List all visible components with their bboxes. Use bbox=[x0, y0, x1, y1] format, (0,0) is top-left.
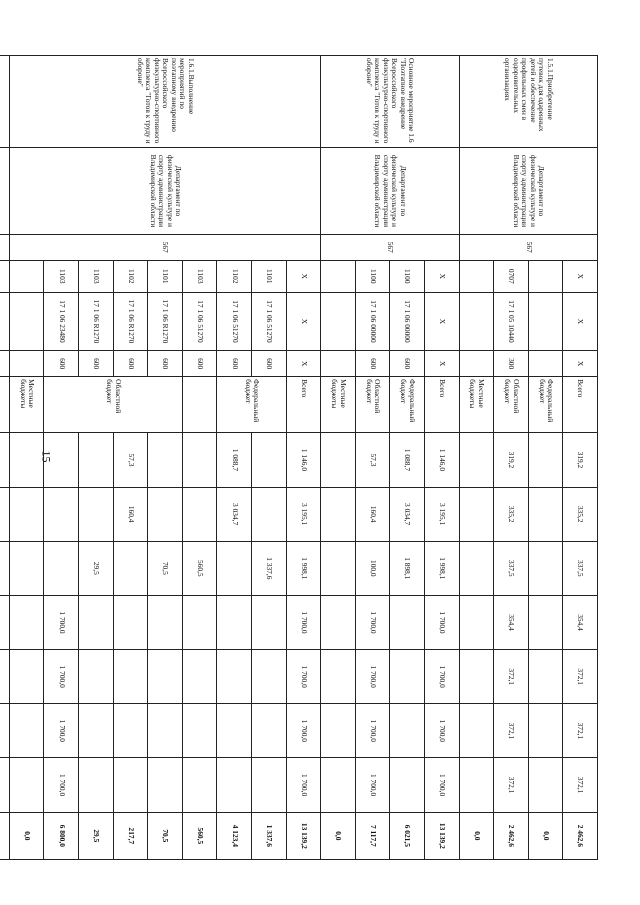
table-cell: 1 088,7 bbox=[217, 433, 252, 487]
table-cell: 1 700,0 bbox=[425, 758, 460, 812]
table-cell: 600 bbox=[79, 351, 114, 377]
table-row bbox=[0, 56, 9, 860]
cell-funding-source: Федеральный бюджет bbox=[390, 377, 425, 433]
table-cell bbox=[148, 595, 183, 649]
table-cell: 335,2 bbox=[563, 487, 598, 541]
table-cell: 1102 bbox=[217, 260, 252, 292]
cell-total: 2 462,6 bbox=[563, 812, 598, 859]
table-cell bbox=[113, 541, 148, 595]
cell-executor: Департамент по физической культуре и спорту администрации Владимирской области bbox=[459, 148, 597, 234]
table-cell: 57,3 bbox=[113, 433, 148, 487]
table-cell: X bbox=[286, 351, 321, 377]
table-cell bbox=[252, 704, 287, 758]
cell-total: 4 123,4 bbox=[217, 812, 252, 859]
table-cell bbox=[79, 704, 114, 758]
table-cell: 1 337,6 bbox=[252, 541, 287, 595]
table-cell: 1 700,0 bbox=[286, 758, 321, 812]
table-cell: 17 1 06 R1270 bbox=[79, 292, 114, 350]
table-cell bbox=[528, 541, 563, 595]
table-cell bbox=[528, 758, 563, 812]
table-cell bbox=[217, 650, 252, 704]
cell-funding-source: Местные бюджеты bbox=[321, 377, 356, 433]
table-cell: 1102 bbox=[113, 260, 148, 292]
cell-total: 2 462,6 bbox=[494, 812, 529, 859]
table-cell bbox=[79, 433, 114, 487]
table-cell bbox=[0, 487, 9, 541]
table-cell: X bbox=[563, 351, 598, 377]
table-cell: 600 bbox=[252, 351, 287, 377]
table-cell bbox=[321, 704, 356, 758]
table-cell bbox=[9, 758, 44, 812]
table-cell: 160,4 bbox=[113, 487, 148, 541]
table-cell bbox=[44, 487, 79, 541]
table-cell bbox=[321, 292, 356, 350]
table-cell: 1 700,0 bbox=[355, 758, 390, 812]
table-cell bbox=[459, 260, 494, 292]
table-cell: 1 700,0 bbox=[286, 704, 321, 758]
cell-funding-source bbox=[182, 377, 217, 433]
table-cell: 3 034,7 bbox=[217, 487, 252, 541]
cell-total: 0,0 bbox=[528, 812, 563, 859]
table-cell: 1 146,0 bbox=[425, 433, 460, 487]
table-cell: 1 998,1 bbox=[286, 541, 321, 595]
cell-executor: Департамент по физической культуре и спорту администрации Владимирской области bbox=[9, 148, 320, 234]
table-cell: 372,1 bbox=[494, 650, 529, 704]
table-cell: X bbox=[425, 351, 460, 377]
table-cell bbox=[459, 433, 494, 487]
table-cell bbox=[9, 704, 44, 758]
table-cell: 567 bbox=[459, 234, 597, 260]
table-cell bbox=[9, 595, 44, 649]
table-cell bbox=[79, 650, 114, 704]
table-cell bbox=[459, 292, 494, 350]
cell-executor bbox=[0, 148, 9, 234]
table-cell: 160,4 bbox=[355, 487, 390, 541]
table-cell: 1 700,0 bbox=[44, 758, 79, 812]
table-cell bbox=[182, 758, 217, 812]
table-cell bbox=[0, 541, 9, 595]
cell-total: 6 800,0 bbox=[44, 812, 79, 859]
table-cell: 17 1 06 00000 bbox=[355, 292, 390, 350]
table-cell bbox=[113, 758, 148, 812]
table-cell bbox=[0, 704, 9, 758]
table-cell bbox=[528, 292, 563, 350]
table-cell: 17 1 06 51270 bbox=[217, 292, 252, 350]
table-cell: 1 700,0 bbox=[355, 704, 390, 758]
table-cell bbox=[9, 487, 44, 541]
table-cell bbox=[148, 650, 183, 704]
table-cell bbox=[0, 260, 9, 292]
table-cell: 1 898,1 bbox=[390, 541, 425, 595]
table-cell bbox=[321, 260, 356, 292]
cell-total bbox=[0, 812, 9, 859]
table-cell bbox=[182, 650, 217, 704]
table-cell bbox=[0, 650, 9, 704]
table-cell bbox=[528, 433, 563, 487]
table-cell: 354,4 bbox=[563, 595, 598, 649]
page-number: 15 bbox=[39, 450, 54, 463]
cell-total: 13 139,2 bbox=[286, 812, 321, 859]
table-cell bbox=[9, 541, 44, 595]
table-cell: 1101 bbox=[148, 260, 183, 292]
cell-funding-source: Федеральный бюджет bbox=[528, 377, 563, 433]
table-cell: 319,2 bbox=[563, 433, 598, 487]
table-cell bbox=[390, 595, 425, 649]
table-cell: 600 bbox=[390, 351, 425, 377]
table-cell bbox=[217, 704, 252, 758]
table-row bbox=[286, 56, 321, 860]
table-cell: X bbox=[563, 260, 598, 292]
table-cell: 1 700,0 bbox=[44, 650, 79, 704]
cell-funding-source: Всего bbox=[286, 377, 321, 433]
table-cell bbox=[148, 758, 183, 812]
table-cell: 372,1 bbox=[494, 758, 529, 812]
table-cell bbox=[0, 292, 9, 350]
table-cell: 1100 bbox=[390, 260, 425, 292]
table-cell: 1 700,0 bbox=[355, 650, 390, 704]
table-cell: 100,0 bbox=[355, 541, 390, 595]
table-cell bbox=[528, 704, 563, 758]
cell-total: 29,5 bbox=[79, 812, 114, 859]
table-cell bbox=[9, 433, 44, 487]
table-cell: 1103 bbox=[44, 260, 79, 292]
table-cell: 372,1 bbox=[563, 704, 598, 758]
table-cell: 1 146,0 bbox=[286, 433, 321, 487]
cell-program-name: Основное мероприятие 1.6 "Поэтапное внедрение Всероссийского физкультурно-спортивного комплекса "Готов к труду и обороне" bbox=[321, 56, 459, 148]
table-cell: 17 1 06 51270 bbox=[182, 292, 217, 350]
cell-total: 70,5 bbox=[148, 812, 183, 859]
table-cell: 319,2 bbox=[494, 433, 529, 487]
table-cell bbox=[252, 758, 287, 812]
cell-funding-source: Местные бюджеты bbox=[459, 377, 494, 433]
cell-total: 1 337,6 bbox=[252, 812, 287, 859]
table-cell: 3 195,1 bbox=[286, 487, 321, 541]
table-cell: 1100 bbox=[355, 260, 390, 292]
cell-executor: Департамент по физической культуре и спорту администрации Владимирской области bbox=[321, 148, 459, 234]
table-cell bbox=[113, 595, 148, 649]
table-cell: X bbox=[286, 260, 321, 292]
table-cell bbox=[9, 650, 44, 704]
budget-table bbox=[0, 55, 598, 860]
table-cell: 1 998,1 bbox=[425, 541, 460, 595]
table-cell bbox=[390, 650, 425, 704]
cell-total: 560,5 bbox=[182, 812, 217, 859]
table-cell bbox=[113, 704, 148, 758]
cell-total: 0,0 bbox=[459, 812, 494, 859]
table-cell bbox=[148, 704, 183, 758]
table-cell bbox=[459, 704, 494, 758]
table-cell: 372,1 bbox=[563, 650, 598, 704]
cell-program-name: 1.6.1.Выполнение мероприятий по поэтапному внедрению Всероссийского физкультурно-спортивного комплекса "Готов к труду и обороне" bbox=[9, 56, 320, 148]
table-cell bbox=[528, 650, 563, 704]
cell-funding-source: Областной бюджет bbox=[355, 377, 390, 433]
table-cell: X bbox=[563, 292, 598, 350]
table-cell bbox=[321, 433, 356, 487]
table-cell bbox=[459, 487, 494, 541]
table-cell bbox=[252, 595, 287, 649]
table-cell bbox=[182, 433, 217, 487]
table-cell bbox=[0, 758, 9, 812]
table-cell bbox=[9, 260, 44, 292]
table-cell: 600 bbox=[113, 351, 148, 377]
table-cell: 337,5 bbox=[563, 541, 598, 595]
table-cell: X bbox=[425, 292, 460, 350]
table-cell: 17 1 06 51270 bbox=[252, 292, 287, 350]
table-cell bbox=[252, 433, 287, 487]
table-cell bbox=[217, 595, 252, 649]
table-cell: 337,5 bbox=[494, 541, 529, 595]
table-cell: 1 088,7 bbox=[390, 433, 425, 487]
cell-funding-source: Областной бюджет bbox=[44, 377, 182, 433]
table-cell: 600 bbox=[355, 351, 390, 377]
table-rotation-wrapper bbox=[18, 55, 598, 860]
cell-total: 0,0 bbox=[321, 812, 356, 859]
table-cell bbox=[459, 541, 494, 595]
table-cell: 560,5 bbox=[182, 541, 217, 595]
table-cell bbox=[459, 351, 494, 377]
table-cell: 600 bbox=[182, 351, 217, 377]
table-cell bbox=[0, 595, 9, 649]
table-cell: 1103 bbox=[182, 260, 217, 292]
table-row bbox=[425, 56, 460, 860]
table-cell bbox=[252, 650, 287, 704]
cell-program-name: 1.5.1.Приобретение путевок для одаренных детей и обеспечение профильных смен в оздоровительных организациях bbox=[459, 56, 597, 148]
cell-total: 217,7 bbox=[113, 812, 148, 859]
cell-total: 6 021,5 bbox=[390, 812, 425, 859]
table-cell: 3 195,1 bbox=[425, 487, 460, 541]
table-row bbox=[563, 56, 598, 860]
table-cell: 372,1 bbox=[563, 758, 598, 812]
table-cell bbox=[79, 595, 114, 649]
table-cell bbox=[0, 433, 9, 487]
cell-funding-source: Всего bbox=[563, 377, 598, 433]
table-cell: 17 1 05 10440 bbox=[494, 292, 529, 350]
table-cell: X bbox=[286, 292, 321, 350]
table-cell: 17 1 06 00000 bbox=[390, 292, 425, 350]
cell-funding-source bbox=[0, 377, 9, 433]
table-cell: 1 700,0 bbox=[286, 650, 321, 704]
table-cell: 17 1 06 R1270 bbox=[113, 292, 148, 350]
table-cell: 354,4 bbox=[494, 595, 529, 649]
table-cell bbox=[459, 650, 494, 704]
table-cell bbox=[9, 292, 44, 350]
table-cell: 1 700,0 bbox=[355, 595, 390, 649]
table-cell bbox=[113, 650, 148, 704]
table-cell bbox=[528, 595, 563, 649]
table-cell bbox=[148, 433, 183, 487]
table-cell bbox=[321, 758, 356, 812]
table-cell: 600 bbox=[148, 351, 183, 377]
table-cell bbox=[0, 351, 9, 377]
table-cell bbox=[182, 595, 217, 649]
cell-funding-source: Местные бюджеты bbox=[9, 377, 44, 433]
cell-total: 7 117,7 bbox=[355, 812, 390, 859]
table-cell bbox=[217, 758, 252, 812]
table-cell: 567 bbox=[321, 234, 459, 260]
table-cell: 1 700,0 bbox=[44, 595, 79, 649]
table-cell bbox=[390, 758, 425, 812]
table-cell: 29,5 bbox=[79, 541, 114, 595]
table-cell bbox=[217, 541, 252, 595]
cell-total: 13 139,2 bbox=[425, 812, 460, 859]
table-cell: 567 bbox=[9, 234, 320, 260]
table-cell: 1 700,0 bbox=[425, 704, 460, 758]
table-cell bbox=[459, 758, 494, 812]
table-cell: X bbox=[425, 260, 460, 292]
cell-funding-source: Областной бюджет bbox=[494, 377, 529, 433]
table-cell: 0707 bbox=[494, 260, 529, 292]
table-cell: 1103 bbox=[79, 260, 114, 292]
cell-total: 0,0 bbox=[9, 812, 44, 859]
table-cell: 300 bbox=[494, 351, 529, 377]
table-cell: 1101 bbox=[252, 260, 287, 292]
rotated-table-area bbox=[18, 55, 598, 860]
table-cell bbox=[321, 595, 356, 649]
table-cell: 600 bbox=[217, 351, 252, 377]
table-cell bbox=[252, 487, 287, 541]
table-cell: 57,3 bbox=[355, 433, 390, 487]
table-cell: 17 1 06 23480 bbox=[44, 292, 79, 350]
table-cell: 17 1 06 R1270 bbox=[148, 292, 183, 350]
table-cell bbox=[321, 487, 356, 541]
table-cell: 600 bbox=[44, 351, 79, 377]
cell-funding-source: Федеральный бюджет bbox=[217, 377, 286, 433]
cell-funding-source: Всего bbox=[425, 377, 460, 433]
table-cell: 70,5 bbox=[148, 541, 183, 595]
table-cell bbox=[528, 260, 563, 292]
table-cell bbox=[182, 487, 217, 541]
table-cell bbox=[528, 487, 563, 541]
table-cell bbox=[321, 541, 356, 595]
table-cell bbox=[148, 487, 183, 541]
table-cell bbox=[321, 351, 356, 377]
table-cell: 3 034,7 bbox=[390, 487, 425, 541]
table-cell bbox=[9, 351, 44, 377]
cell-program-name bbox=[0, 56, 9, 148]
table-cell bbox=[0, 234, 9, 260]
table-cell bbox=[321, 650, 356, 704]
table-cell bbox=[79, 487, 114, 541]
table-cell: 335,2 bbox=[494, 487, 529, 541]
table-cell: 1 700,0 bbox=[44, 704, 79, 758]
table-cell bbox=[459, 595, 494, 649]
table-cell: 1 700,0 bbox=[286, 595, 321, 649]
table-cell: 1 700,0 bbox=[425, 595, 460, 649]
table-cell: 1 700,0 bbox=[425, 650, 460, 704]
table-cell bbox=[528, 351, 563, 377]
table-cell bbox=[182, 704, 217, 758]
table-cell bbox=[44, 433, 79, 487]
table-cell bbox=[44, 541, 79, 595]
table-cell bbox=[79, 758, 114, 812]
table-cell bbox=[390, 704, 425, 758]
table-cell: 372,1 bbox=[494, 704, 529, 758]
